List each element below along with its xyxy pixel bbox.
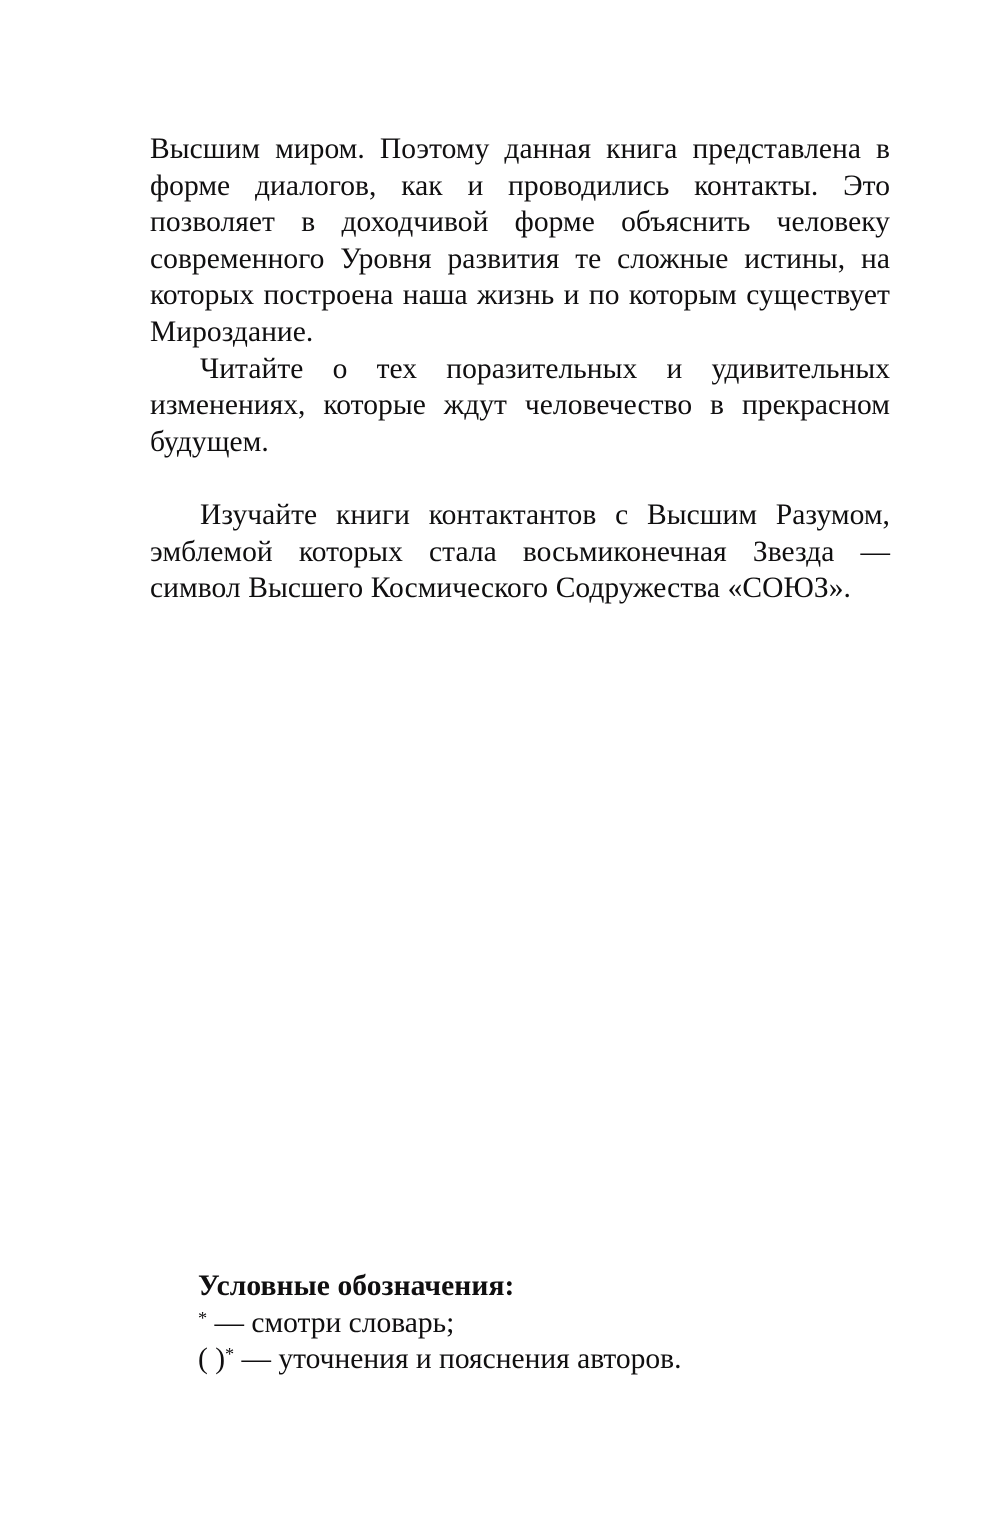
legend-entry-description: — уточнения и пояснения авторов. [234, 1343, 682, 1376]
paragraph-continuation: Высшим миром. Поэтому данная книга представлена в форме диалогов, как и проводились контакты. Это позволяет в доходчивой форме объяснить человеку современного Уровня развития те сложные истины, на которых построена наша жизнь и по которым существует Мироздание. [150, 133, 890, 348]
paragraph-study-books: Изучайте книги контактантов с Высшим Разумом, эмблемой которых стала восьмиконечная Звезда — символ Высшего Космического Содружества «СОЮЗ». [150, 498, 890, 605]
legend-entry-prefix: ( ) [198, 1343, 226, 1376]
legend-entry-glossary [198, 1305, 898, 1342]
legend-heading: Условные обозначения: [198, 1270, 515, 1302]
legend-block [198, 1268, 898, 1378]
legend-entry-description: — смотри словарь; [207, 1306, 455, 1339]
asterisk-icon: * [225, 1343, 235, 1364]
paragraph-read-about: Читайте о тех поразительных и удивительных изменениях, которые ждут человечество в прекрасном будущем. [150, 352, 890, 458]
legend-entry-author-notes [198, 1341, 898, 1378]
asterisk-icon: * [198, 1307, 208, 1328]
main-text-column [150, 131, 890, 607]
